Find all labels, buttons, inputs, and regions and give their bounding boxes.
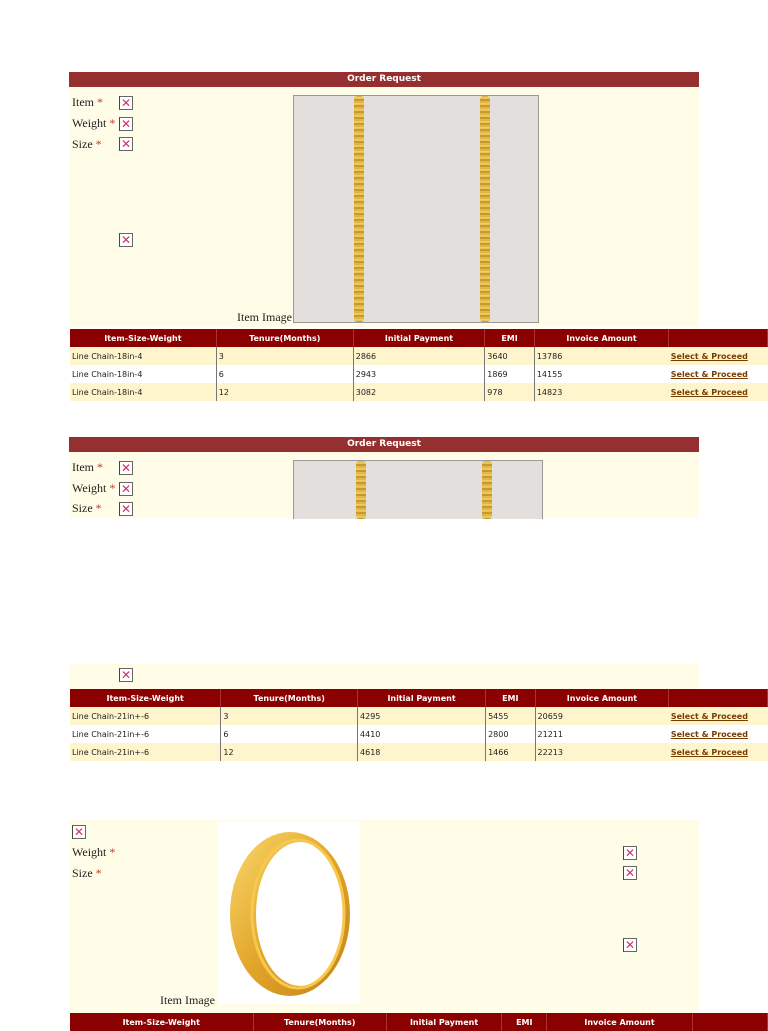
emi-table-2 bbox=[70, 689, 768, 761]
cell-initial-payment: 4410 bbox=[358, 725, 486, 743]
col-emi: EMI bbox=[486, 689, 535, 707]
select-proceed-link[interactable]: Select & Proceed bbox=[670, 729, 748, 739]
chain-strand bbox=[354, 96, 364, 322]
cell-emi: 5455 bbox=[486, 707, 535, 725]
col-action bbox=[669, 689, 768, 707]
col-invoice-amount: Invoice Amount bbox=[547, 1013, 692, 1031]
bangle-graphic bbox=[218, 822, 360, 1004]
col-tenure: Tenure(Months) bbox=[253, 1013, 386, 1031]
cell-item: Line Chain-18in-4 bbox=[70, 347, 216, 365]
cell-item: Line Chain-21in+-6 bbox=[70, 725, 221, 743]
item-image-chain-2 bbox=[293, 460, 543, 519]
item-image-bangle bbox=[218, 822, 360, 1004]
cell-invoice-amount: 13786 bbox=[534, 347, 668, 365]
table-header-row bbox=[70, 689, 768, 707]
broken-image-icon[interactable]: ✕ bbox=[624, 846, 636, 860]
cell-item: Line Chain-21in+-6 bbox=[70, 743, 221, 761]
broken-image-icon[interactable]: ✕ bbox=[120, 96, 132, 110]
item-label-1: Item * bbox=[72, 95, 103, 109]
cell-action bbox=[669, 383, 768, 401]
col-item-size-weight: Item-Size-Weight bbox=[70, 689, 221, 707]
select-proceed-link[interactable]: Select & Proceed bbox=[670, 351, 748, 361]
weight-label-2: Weight * bbox=[72, 481, 116, 495]
order-panel-2-footer bbox=[69, 664, 699, 689]
cell-invoice-amount: 20659 bbox=[535, 707, 669, 725]
broken-image-icon[interactable]: ✕ bbox=[73, 825, 85, 839]
cell-tenure: 12 bbox=[216, 383, 353, 401]
item-image-caption-3: Item Image bbox=[160, 993, 215, 1007]
chain-strand bbox=[356, 461, 366, 519]
select-proceed-link[interactable]: Select & Proceed bbox=[670, 387, 748, 397]
cell-item: Line Chain-18in-4 bbox=[70, 365, 216, 383]
col-invoice-amount: Invoice Amount bbox=[535, 689, 669, 707]
broken-image-icon[interactable]: ✕ bbox=[120, 137, 132, 151]
cell-emi: 1869 bbox=[485, 365, 535, 383]
table-header-row bbox=[70, 1013, 768, 1031]
weight-label-1: Weight * bbox=[72, 116, 116, 130]
col-item-size-weight: Item-Size-Weight bbox=[70, 329, 216, 347]
cell-initial-payment: 4618 bbox=[358, 743, 486, 761]
table-row bbox=[70, 725, 768, 743]
size-label-2: Size * bbox=[72, 501, 102, 515]
item-image-chain-1 bbox=[293, 95, 539, 323]
cell-action bbox=[669, 347, 768, 365]
cell-emi: 2800 bbox=[486, 725, 535, 743]
col-action bbox=[692, 1013, 767, 1031]
cell-invoice-amount: 14155 bbox=[534, 365, 668, 383]
col-item-size-weight: Item-Size-Weight bbox=[70, 1013, 253, 1031]
col-action bbox=[669, 329, 768, 347]
table-row bbox=[70, 383, 768, 401]
broken-image-icon[interactable]: ✕ bbox=[120, 461, 132, 475]
select-proceed-link[interactable]: Select & Proceed bbox=[670, 747, 748, 757]
col-tenure: Tenure(Months) bbox=[221, 689, 358, 707]
col-initial-payment: Initial Payment bbox=[358, 689, 486, 707]
cell-tenure: 6 bbox=[216, 365, 353, 383]
cell-invoice-amount: 21211 bbox=[535, 725, 669, 743]
table-row bbox=[70, 365, 768, 383]
col-emi: EMI bbox=[502, 1013, 547, 1031]
emi-table-1 bbox=[70, 329, 768, 401]
cell-item: Line Chain-21in+-6 bbox=[70, 707, 221, 725]
weight-label-3: Weight * bbox=[72, 845, 116, 859]
broken-image-icon[interactable]: ✕ bbox=[120, 502, 132, 516]
cell-action bbox=[669, 743, 768, 761]
order-panel-3 bbox=[69, 820, 699, 1013]
broken-image-icon[interactable]: ✕ bbox=[120, 482, 132, 496]
cell-tenure: 3 bbox=[216, 347, 353, 365]
cell-action bbox=[669, 365, 768, 383]
cell-initial-payment: 2866 bbox=[353, 347, 485, 365]
col-invoice-amount: Invoice Amount bbox=[534, 329, 668, 347]
broken-image-icon[interactable]: ✕ bbox=[120, 668, 132, 682]
cell-initial-payment: 4295 bbox=[358, 707, 486, 725]
col-initial-payment: Initial Payment bbox=[386, 1013, 501, 1031]
size-label-3: Size * bbox=[72, 866, 102, 880]
emi-table-3 bbox=[70, 1013, 768, 1031]
cell-tenure: 12 bbox=[221, 743, 358, 761]
cell-emi: 3640 bbox=[485, 347, 535, 365]
cell-initial-payment: 3082 bbox=[353, 383, 485, 401]
item-image-caption-1: Item Image bbox=[237, 310, 292, 324]
table-row bbox=[70, 743, 768, 761]
broken-image-icon[interactable]: ✕ bbox=[120, 117, 132, 131]
cell-tenure: 6 bbox=[221, 725, 358, 743]
cell-emi: 1466 bbox=[486, 743, 535, 761]
select-proceed-link[interactable]: Select & Proceed bbox=[670, 711, 748, 721]
item-label-2: Item * bbox=[72, 460, 103, 474]
broken-image-icon[interactable]: ✕ bbox=[624, 938, 636, 952]
table-header-row bbox=[70, 329, 768, 347]
col-emi: EMI bbox=[485, 329, 535, 347]
broken-image-icon[interactable]: ✕ bbox=[624, 866, 636, 880]
order-header-1: Order Request bbox=[69, 72, 699, 87]
table-row bbox=[70, 347, 768, 365]
chain-strand bbox=[482, 461, 492, 519]
chain-strand bbox=[480, 96, 490, 322]
cell-action bbox=[669, 725, 768, 743]
col-tenure: Tenure(Months) bbox=[216, 329, 353, 347]
cell-item: Line Chain-18in-4 bbox=[70, 383, 216, 401]
cell-emi: 978 bbox=[485, 383, 535, 401]
table-row bbox=[70, 707, 768, 725]
cell-initial-payment: 2943 bbox=[353, 365, 485, 383]
cell-invoice-amount: 14823 bbox=[534, 383, 668, 401]
cell-invoice-amount: 22213 bbox=[535, 743, 669, 761]
order-header-2: Order Request bbox=[69, 437, 699, 452]
cell-tenure: 3 bbox=[221, 707, 358, 725]
cell-action bbox=[669, 707, 768, 725]
size-label-1: Size * bbox=[72, 137, 102, 151]
broken-image-icon[interactable]: ✕ bbox=[120, 233, 132, 247]
col-initial-payment: Initial Payment bbox=[353, 329, 485, 347]
select-proceed-link[interactable]: Select & Proceed bbox=[670, 369, 748, 379]
